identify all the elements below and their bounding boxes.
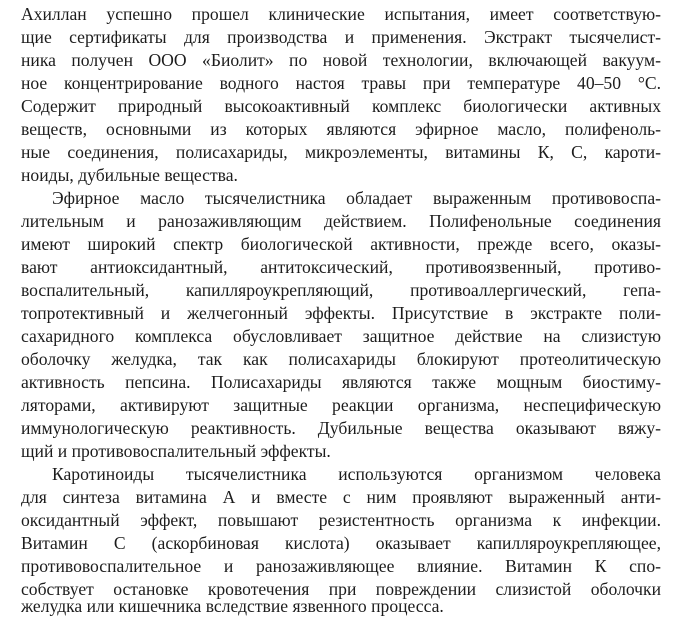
text-line: ника получен ООО «Биолит» по новой технологии, включающей вакуум- <box>21 50 661 70</box>
text-line: противовоспалительное и ранозаживляющее влияние. Витамин К спо- <box>21 556 661 576</box>
text-line: для синтеза витамина А и вместе с ним проявляют выраженный анти- <box>21 487 661 507</box>
text-line: ляторами, активируют защитные реакции организма, неспецифическую <box>21 395 661 415</box>
text-line: имеют широкий спектр биологической активности, прежде всего, оказы- <box>21 234 661 254</box>
text-line: щие сертификаты для производства и применения. Экстракт тысячелист- <box>21 27 661 47</box>
text-line: желудка или кишечника вследствие язвенного процесса. <box>21 596 444 616</box>
text-line: Эфирное масло тысячелистника обладает выраженным противовоспа- <box>52 188 661 208</box>
text-line: Каротиноиды тысячелистника используются организмом человека <box>52 464 661 484</box>
text-line: иммунологическую реактивность. Дубильные вещества оказывают вяжу- <box>21 418 661 438</box>
text-line: активность пепсина. Полисахариды являются также мощным биостиму- <box>21 372 661 392</box>
text-line: топротективный и желчегонный эффекты. Присутствие в экстракте поли- <box>21 303 661 323</box>
text-line: собствует остановке кровотечения при повреждении слизистой оболочки <box>21 579 661 599</box>
text-line: ные соединения, полисахариды, микроэлементы, витамины К, С, кароти- <box>21 142 661 162</box>
text-line: лительным и ранозаживляющим действием. Полифенольные соединения <box>21 211 661 231</box>
text-line: щий и противовоспалительный эффекты. <box>21 441 331 461</box>
text-line: ное концентрирование водного настоя травы при температуре 40–50 °С. <box>21 73 661 93</box>
text-line: оксидантный эффект, повышают резистентность организма к инфекции. <box>21 510 661 530</box>
text-line: сахаридного комплекса обусловливает защитное действие на слизистую <box>21 326 661 346</box>
text-line: Ахиллан успешно прошел клинические испытания, имеет соответствую- <box>21 4 661 24</box>
text-line: Витамин С (аскорбиновая кислота) оказывает капилляроукрепляющее, <box>21 533 661 553</box>
text-line: воспалительный, капилляроукрепляющий, противоаллергический, гепа- <box>21 280 661 300</box>
text-line: вают антиоксидантный, антитоксический, противоязвенный, противо- <box>21 257 661 277</box>
text-line: веществ, основными из которых являются эфирное масло, полифеноль- <box>21 119 661 139</box>
text-line: оболочку желудка, так как полисахариды блокируют протеолитическую <box>21 349 661 369</box>
document-page <box>21 0 661 620</box>
text-line: Содержит природный высокоактивный комплекс биологически активных <box>21 96 661 116</box>
text-line: ноиды, дубильные вещества. <box>21 165 238 185</box>
